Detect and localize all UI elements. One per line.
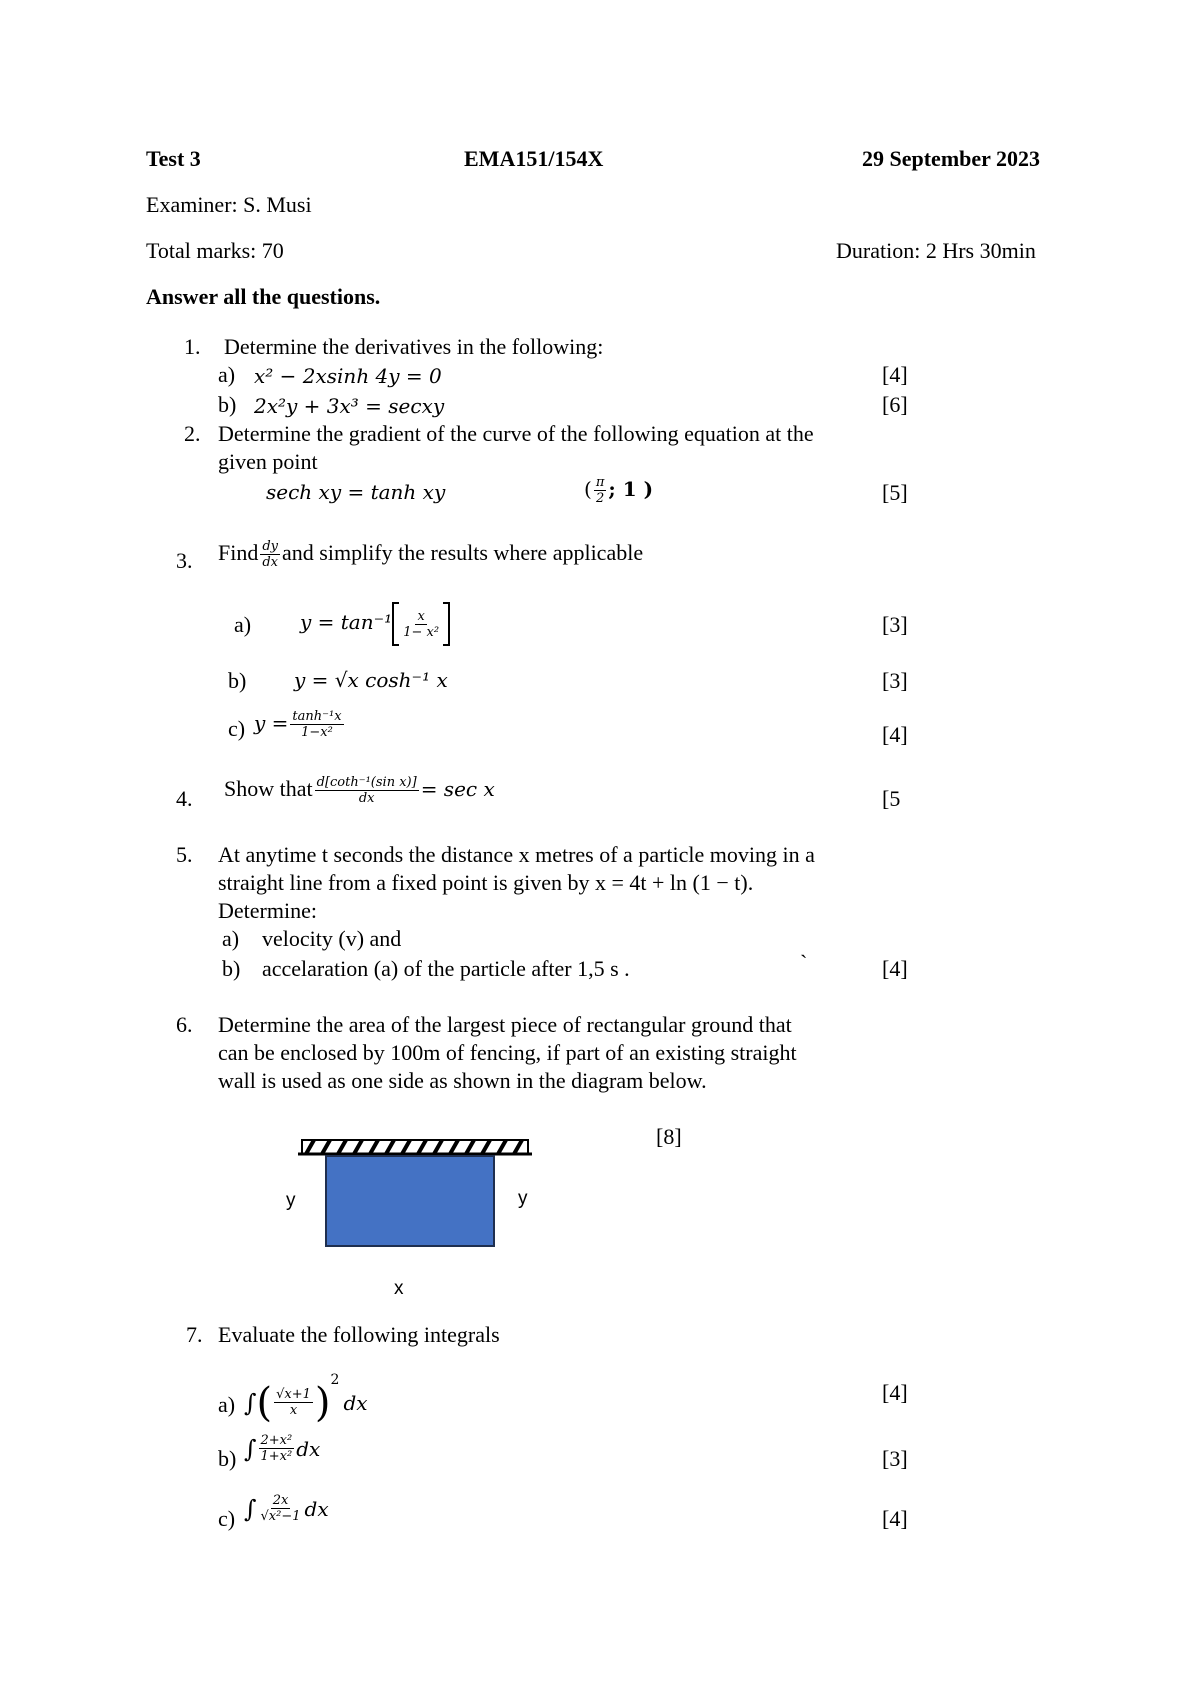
q3a-lhs: y = tan⁻¹ [300, 610, 393, 635]
q2-number: 2. [184, 421, 201, 446]
q1b-expression: 2x²y + 3x³ = secxy [254, 394, 445, 418]
q2-line2: given point [218, 449, 318, 474]
rectangular-ground [326, 1156, 494, 1246]
q3b-label: b) [228, 668, 247, 693]
q7b-denominator: 1+x² [260, 1449, 293, 1465]
q7a-expression: ∫( $\frac{√x+1}{x}$ )$^2$dx [244, 1372, 368, 1426]
test-date: 29 September 2023 [862, 146, 1041, 171]
q1b-mark: [6] [882, 392, 908, 417]
q3c-label: c) [228, 716, 246, 741]
q7c-expression: ∫ $\frac{2x}{\text{√x²−1}}$ dx [244, 1493, 329, 1525]
total-marks: Total marks: 70 [146, 238, 284, 263]
q2-point-open: ( [584, 477, 592, 501]
q3c-expression [254, 710, 346, 739]
q6-line2: can be enclosed by 100m of fencing, if part of an existing straight [218, 1040, 797, 1065]
instruction: Answer all the questions. [146, 284, 381, 309]
q3a-mark: [3] [882, 612, 908, 637]
diagram-label-left-y: y [286, 1190, 296, 1211]
q3a-denominator: 1− x² [403, 624, 440, 640]
q1-number: 1. [184, 334, 201, 359]
q7c-dx: dx [304, 1496, 329, 1521]
wall-hatching [298, 1140, 532, 1154]
q5b-label: b) [222, 956, 241, 981]
q7a-power: 2 [330, 1372, 340, 1388]
q3a-numerator: x [417, 608, 425, 624]
q4-line [224, 776, 495, 805]
q7a-numerator: √x+1 [276, 1387, 311, 1403]
q2-point [584, 476, 653, 505]
q5b-text: accelaration (a) of the particle after 1,5 s . [262, 956, 630, 981]
q7b-numerator: 2+x² [260, 1433, 293, 1449]
q7b-expression: ∫ $\frac{\text{2+x²}}{\text{1+x²}}$ dx [244, 1433, 321, 1465]
q1a-mark: [4] [882, 362, 908, 387]
course-code: EMA151/154X [464, 146, 604, 171]
fencing-diagram [296, 1136, 536, 1256]
q6-mark: [8] [656, 1124, 682, 1149]
q6-line1: Determine the area of the largest piece of rectangular ground that [218, 1012, 792, 1037]
q3a-expression [300, 602, 450, 646]
q3-line [218, 540, 643, 569]
q5a-label: a) [222, 926, 240, 951]
q1a-label: a) [218, 362, 236, 387]
q6-number: 6. [176, 1012, 193, 1037]
q3-dy: dy [262, 539, 279, 555]
q7a-mark: [4] [882, 1380, 908, 1405]
q5-line1: At anytime t seconds the distance x metres of a particle moving in a [218, 842, 815, 867]
q7c-mark: [4] [882, 1506, 908, 1531]
q2-expression: sech xy = tanh xy [266, 480, 446, 504]
q1b-label: b) [218, 392, 237, 417]
q3b-expression: y = √x cosh⁻¹ x [294, 668, 448, 692]
q1a-expression: x² − 2xsinh 4y = 0 [254, 364, 442, 388]
q3c-numerator: tanh⁻¹x [292, 709, 342, 725]
q5-mark: [4] [882, 956, 908, 981]
q4-rhs: = sec x [420, 777, 495, 801]
q7c-denominator: √x²−1 [260, 1509, 301, 1525]
q6-line3: wall is used as one side as shown in the diagram below. [218, 1068, 707, 1093]
q7a-label: a) [218, 1392, 236, 1417]
q2-point-numerator: π [595, 475, 605, 491]
q3a-label: a) [234, 612, 252, 637]
q4-text: Show that [224, 776, 313, 801]
q7c-numerator: 2x [272, 1493, 289, 1509]
q3c-denominator: 1−x² [301, 725, 333, 741]
q7-text: Evaluate the following integrals [218, 1322, 500, 1347]
q3-number: 3. [176, 548, 193, 573]
q4-denominator: dx [358, 791, 375, 807]
q7b-dx: dx [296, 1436, 321, 1461]
q3c-lhs: y = [254, 711, 289, 735]
q4-mark: [5 [882, 786, 901, 811]
q3c-mark: [4] [882, 722, 908, 747]
q5-number: 5. [176, 842, 193, 867]
duration: Duration: 2 Hrs 30min [836, 238, 1036, 263]
q7a-denominator: x [289, 1403, 298, 1419]
q3-dx: dx [262, 555, 279, 571]
q2-line1: Determine the gradient of the curve of the following equation at the [218, 421, 814, 446]
q2-point-denominator: 2 [595, 491, 605, 507]
q7b-mark: [3] [882, 1446, 908, 1471]
q7-number: 7. [186, 1322, 203, 1347]
q4-numerator: d[coth⁻¹(sin x)] [316, 775, 417, 791]
q5-line2: straight line from a fixed point is given by x = 4t + ln (1 − t). [218, 870, 754, 895]
q3-text: and simplify the results where applicable [282, 540, 644, 565]
q5-line3: Determine: [218, 898, 317, 923]
q7a-dx: dx [343, 1390, 368, 1415]
test-title: Test 3 [146, 146, 201, 171]
examiner: Examiner: S. Musi [146, 192, 312, 217]
diagram-label-bottom-x: x [394, 1278, 404, 1299]
q2-point-rest: ; 1 ) [608, 477, 654, 501]
q1-text: Determine the derivatives in the following: [224, 334, 604, 359]
q5-tick: ` [800, 950, 808, 975]
q3b-mark: [3] [882, 668, 908, 693]
q4-number: 4. [176, 786, 193, 811]
q2-mark: [5] [882, 480, 908, 505]
q3-find: Find [218, 540, 259, 565]
q5a-text: velocity (v) and [262, 926, 402, 951]
q7c-label: c) [218, 1506, 236, 1531]
q7b-label: b) [218, 1446, 237, 1471]
diagram-label-right-y: y [518, 1188, 528, 1209]
